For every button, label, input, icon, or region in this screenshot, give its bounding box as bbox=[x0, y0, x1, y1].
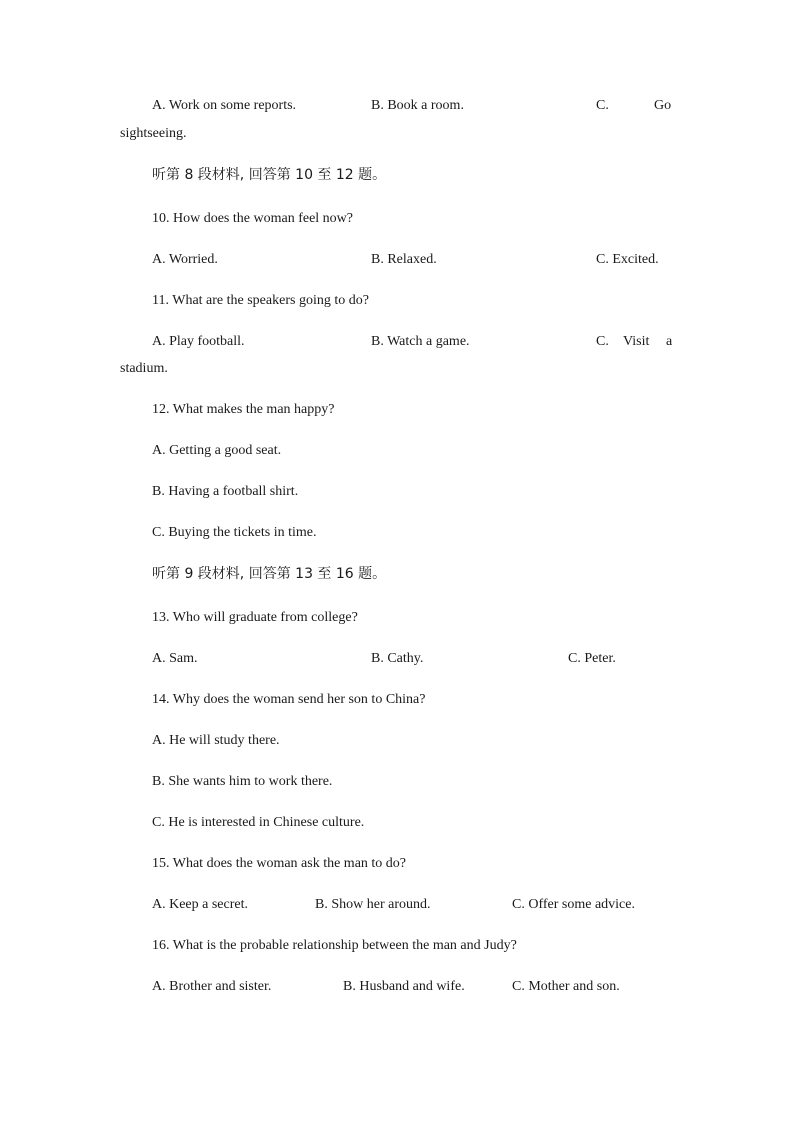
q13-option-b: B. Cathy. bbox=[371, 651, 424, 666]
q16-option-b: B. Husband and wife. bbox=[343, 979, 465, 994]
q13-question: 13. Who will graduate from college? bbox=[152, 610, 358, 625]
q9-option-a: A. Work on some reports. bbox=[152, 98, 297, 113]
q11-option-c-label: C. bbox=[596, 334, 609, 349]
q11-option-a: A. Play football. bbox=[152, 334, 245, 349]
q15-option-b: B. Show her around. bbox=[315, 897, 431, 912]
q13-option-c: C. Peter. bbox=[568, 651, 616, 666]
q14-question: 14. Why does the woman send her son to China? bbox=[152, 692, 426, 707]
q11-option-c-word1: Visit bbox=[623, 334, 650, 349]
q9-option-c-continued: sightseeing. bbox=[120, 126, 187, 141]
q14-option-c: C. He is interested in Chinese culture. bbox=[152, 815, 365, 830]
q10-option-a: A. Worried. bbox=[152, 252, 218, 267]
q9-option-c-text: Go bbox=[654, 98, 672, 113]
q11-option-c-word2: a bbox=[666, 334, 673, 349]
q16-option-a: A. Brother and sister. bbox=[152, 979, 272, 994]
q16-option-c: C. Mother and son. bbox=[512, 979, 620, 994]
q9-option-c-label: C. bbox=[596, 98, 609, 113]
q12-question: 12. What makes the man happy? bbox=[152, 402, 335, 417]
q11-option-c-continued: stadium. bbox=[120, 361, 168, 376]
q15-option-a: A. Keep a secret. bbox=[152, 897, 249, 912]
section-9-heading: 听第 9 段材料, 回答第 13 至 16 题。 bbox=[152, 566, 387, 582]
q14-option-a: A. He will study there. bbox=[152, 733, 280, 748]
q15-option-c: C. Offer some advice. bbox=[512, 897, 635, 912]
q16-question: 16. What is the probable relationship between the man and Judy? bbox=[152, 938, 517, 953]
q10-question: 10. How does the woman feel now? bbox=[152, 211, 354, 226]
section-8-heading: 听第 8 段材料, 回答第 10 至 12 题。 bbox=[152, 167, 387, 183]
q12-option-c: C. Buying the tickets in time. bbox=[152, 525, 317, 540]
q11-option-b: B. Watch a game. bbox=[371, 334, 470, 349]
q10-option-b: B. Relaxed. bbox=[371, 252, 437, 267]
q12-option-b: B. Having a football shirt. bbox=[152, 484, 299, 499]
q14-option-b: B. She wants him to work there. bbox=[152, 774, 333, 789]
q12-option-a: A. Getting a good seat. bbox=[152, 443, 282, 458]
q10-option-c: C. Excited. bbox=[596, 252, 659, 267]
q11-question: 11. What are the speakers going to do? bbox=[152, 293, 369, 308]
q15-question: 15. What does the woman ask the man to do? bbox=[152, 856, 407, 871]
q13-option-a: A. Sam. bbox=[152, 651, 198, 666]
q9-option-b: B. Book a room. bbox=[371, 98, 464, 113]
